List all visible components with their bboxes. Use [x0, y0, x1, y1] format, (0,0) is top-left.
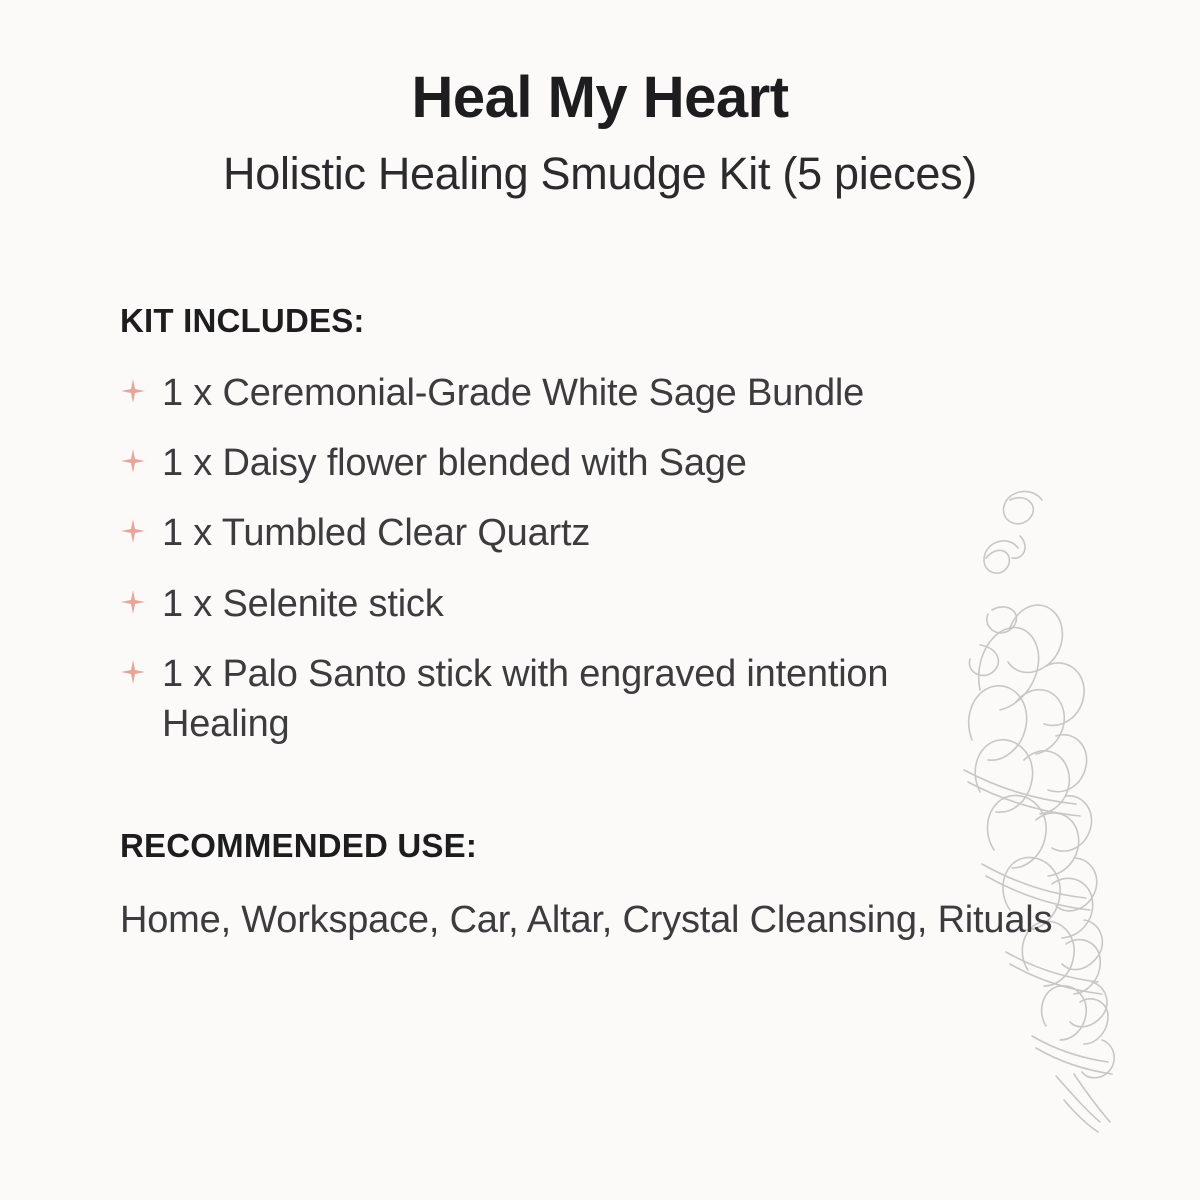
- kit-includes-heading: KIT INCLUDES:: [120, 302, 365, 340]
- list-item-label: 1 x Selenite stick: [162, 582, 444, 625]
- list-item-label: 1 x Ceremonial-Grade White Sage Bundle: [162, 372, 865, 415]
- bundle-tip-icon: [1056, 1074, 1110, 1132]
- page-subtitle: Holistic Healing Smudge Kit (5 pieces): [223, 147, 977, 199]
- sparkle-icon: [120, 659, 150, 689]
- list-item: [120, 508, 920, 558]
- content-body: [0, 302, 1200, 948]
- list-item-label: 1 x Tumbled Clear Quartz: [162, 512, 591, 555]
- header: [0, 0, 1200, 202]
- recommended-use-heading: RECOMMENDED USE:: [120, 826, 478, 864]
- list-item-label: 1 x Daisy flower blended with Sage: [162, 442, 747, 485]
- sparkle-icon: [120, 589, 150, 619]
- page-title: Heal My Heart: [411, 65, 789, 130]
- sparkle-icon: [120, 448, 150, 478]
- list-item: [120, 649, 920, 749]
- list-item: [120, 579, 920, 629]
- kit-includes-list: [120, 368, 1200, 749]
- recommended-use-section: [120, 827, 1200, 948]
- recommended-use-text: Home, Workspace, Car, Altar, Crystal Cleansing, Rituals: [120, 898, 1053, 941]
- sparkle-icon: [120, 378, 150, 408]
- list-item: [120, 438, 920, 488]
- sparkle-icon: [120, 518, 150, 548]
- list-item: [120, 368, 920, 418]
- list-item-label: 1 x Palo Santo stick with engraved intention Healing: [162, 652, 889, 745]
- kit-includes-section: [120, 302, 1200, 749]
